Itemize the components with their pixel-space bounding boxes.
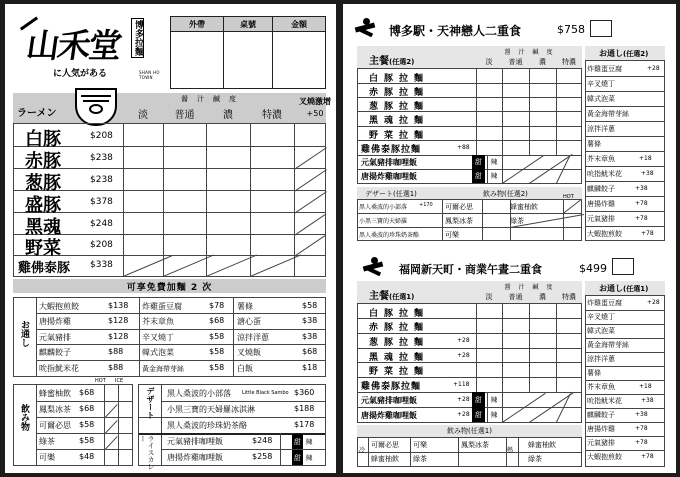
drink-label: 飲み物 (447, 427, 469, 435)
side-item: 黃金海帶芽絲 (142, 365, 184, 373)
set-side-item: 韓式泡菜 (587, 95, 615, 103)
level-light-header: 淡 (138, 110, 148, 121)
level-normal-header: 普通 (174, 110, 195, 121)
set-ramen-item: 雞佛泰豚拉麵 (361, 382, 422, 392)
set-drink-item: 綠茶 (510, 217, 524, 225)
chashu-topping-header: 叉燒激增 (299, 97, 331, 106)
side-price: $18 (302, 363, 318, 372)
ramen-name-moributa: 盛豚 (25, 195, 61, 216)
set-side-item: 芥末章魚 (587, 155, 615, 163)
soup-level-header: 醤 汁 鹹 度 (504, 49, 554, 56)
dessert-label: デザート (146, 387, 155, 419)
set-side-item: 麒麟餃子 (587, 185, 615, 193)
single-order-menu (5, 4, 336, 473)
main-label: 主餐 (369, 291, 389, 302)
upgrade-price: +78 (641, 453, 654, 460)
side-price: $88 (108, 347, 124, 356)
logo-kanji: 山禾堂 (23, 26, 123, 65)
set-dessert-item: 小黑三寶的天婦羅 (359, 218, 408, 225)
set-side-item: 辛叉燒丁 (587, 313, 615, 321)
set-side-item: 涼拌洋蔥 (587, 355, 615, 363)
cold-label: 冷 (359, 447, 366, 454)
upgrade-price: +78 (635, 439, 648, 446)
logo-vertical-label: 博多拉麵 (133, 20, 143, 56)
drink-item: 蜂蜜柚飲 (39, 389, 71, 398)
sweet-tag[interactable]: 甜 (472, 407, 485, 422)
side-item: 薯條 (237, 302, 253, 311)
level-header: 特濃 (562, 58, 576, 66)
ramen-price: $208 (90, 131, 113, 141)
upgrade-price: +78 (635, 200, 648, 207)
upgrade-price: +28 (647, 65, 660, 72)
dessert-item: 黑人桑波的珍珠奶茶酪 (167, 421, 247, 430)
set-curry-item: 唐揚炸雞咖哩飯 (361, 411, 417, 420)
upgrade-price: +170 (419, 202, 433, 208)
ramen-price: $338 (90, 260, 113, 270)
drink-sub: (任選1) (468, 427, 492, 435)
sweet-tag[interactable]: 甜 (292, 450, 303, 465)
sweet-tag[interactable]: 甜 (472, 155, 485, 169)
ice-label: ICE (115, 378, 124, 384)
level-extra-rich-header: 特濃 (262, 110, 282, 121)
drink-price: $48 (79, 452, 95, 461)
dessert-price: $188 (294, 404, 315, 413)
set-ramen-item: 野菜拉麵 (369, 367, 430, 377)
ramen-name-yasai: 野菜 (25, 238, 61, 259)
upgrade-price: +38 (641, 397, 654, 404)
side-item: 韓式泡菜 (142, 348, 174, 357)
side-price: $68 (302, 347, 318, 356)
set-dessert-item: 黑人桑波的小部落 (359, 204, 408, 211)
upgrade-price: +88 (457, 144, 470, 151)
hot-label: 熱 (507, 447, 514, 454)
side-price: $78 (209, 301, 225, 310)
curry-price: $248 (252, 436, 273, 445)
dessert-subtitle: Little Black Sambo (242, 390, 289, 396)
amount-header: 金額 (273, 17, 325, 32)
drinks-grid (13, 384, 133, 466)
set-drink-item: 蜂蜜柚飲 (510, 203, 538, 211)
table-number-header: 桌號 (224, 17, 273, 32)
main-label: 主餐 (369, 56, 389, 67)
drinks-label: 飲み物 (19, 404, 29, 431)
ramen-price: $378 (90, 197, 113, 207)
takeout-field[interactable] (171, 32, 224, 88)
side-item: 芥末章魚 (142, 317, 174, 326)
free-refill-banner: 可享免費加麵 2 次 (13, 279, 326, 293)
level-header: 特濃 (562, 293, 576, 301)
side-price: $138 (108, 301, 129, 310)
drink-price: $58 (79, 436, 95, 445)
upgrade-price: +78 (635, 425, 648, 432)
set-side-item: 唐揚炸雞 (587, 200, 615, 208)
side-item: 大蝦抱煎餃 (39, 302, 79, 311)
dessert-sub: (任選1) (393, 190, 417, 198)
upgrade-price: +78 (641, 230, 654, 237)
spicy-tag[interactable]: 辣 (305, 453, 313, 462)
level-rich-header: 濃 (223, 110, 233, 121)
drink-item: 可爾必思 (39, 421, 71, 430)
dessert-item: 黑人桑波的小部落 (167, 389, 231, 398)
drink-price: $68 (79, 388, 95, 397)
set2-price: $499 (579, 262, 607, 275)
set-ramen-item: 黑魂拉麵 (369, 116, 430, 126)
upgrade-price: +28 (457, 352, 470, 359)
side-item: 溏心蛋 (237, 317, 261, 326)
set-drink-item: 可樂 (413, 441, 427, 449)
drink-item: 綠茶 (39, 437, 55, 446)
drink-item: 鳳梨冰茶 (39, 405, 71, 414)
set1-price: $758 (557, 23, 585, 36)
set-side-item: 吮指魷米花 (587, 170, 622, 178)
upgrade-price: +28 (457, 337, 470, 344)
set-ramen-item: 葱豚拉麵 (369, 338, 430, 348)
side-sub: (任選1) (623, 285, 649, 293)
main-sub: (任選1) (389, 293, 415, 301)
set-meal-menu (343, 4, 676, 473)
order-info-box (170, 16, 326, 89)
set-hot-drink-item: 蜂蜜柚飲 (528, 441, 556, 449)
ramen-price: $238 (90, 175, 113, 185)
ramen-name-kurotama: 黑魂 (25, 217, 61, 238)
set-side-item: 元氣豬排 (587, 215, 615, 223)
set-side-item: 吮指魷米花 (587, 397, 622, 405)
side-item: 炸雞蛋豆腐 (142, 302, 182, 311)
set-curry-item: 元氣豬排咖哩飯 (361, 396, 417, 405)
set-drink-item: 可樂 (445, 231, 459, 239)
side-item: 辛又燒丁 (142, 333, 174, 342)
set-curry-item: 元氣豬排咖哩飯 (361, 158, 417, 167)
set-side-item: 黃金海帶芽絲 (587, 341, 629, 349)
side-item: 叉燒飯 (237, 348, 261, 357)
runner-icon (353, 18, 379, 36)
side-item: 唐揚炸雞 (39, 317, 71, 326)
set-drink-item: 蜂蜜柚飲 (371, 455, 399, 463)
ramen-name-akabuta: 赤豚 (25, 151, 61, 172)
amount-field[interactable] (273, 32, 325, 88)
side-price: $58 (209, 332, 225, 341)
level-header: 濃 (539, 58, 546, 66)
spicy-tag[interactable]: 辣 (490, 395, 498, 404)
table-number-field[interactable] (224, 32, 273, 88)
set-side-item: 大蝦抱煎餃 (587, 453, 622, 461)
side-price: $58 (209, 347, 225, 356)
set-ramen-item: 雞佛泰豚拉麵 (361, 145, 422, 155)
side-price: $58 (302, 301, 318, 310)
drink-price: $68 (79, 404, 95, 413)
set-ramen-item: 赤豚拉麵 (369, 323, 430, 333)
sweet-tag[interactable]: 甜 (292, 434, 303, 449)
ramen-price: $238 (90, 153, 113, 163)
chashu-topping-price: +50 (306, 109, 324, 118)
set1-qty-box[interactable] (590, 20, 612, 37)
set-dessert-item: 黑人桑波的珍珠奶茶酪 (359, 232, 420, 239)
set-ramen-item: 白豚拉麵 (369, 74, 430, 84)
side-item: 元氣豬排 (39, 333, 71, 342)
upgrade-price: +28 (457, 411, 470, 418)
sides-label: お通し (19, 320, 29, 347)
spicy-tag[interactable]: 辣 (490, 172, 498, 180)
curry-price: $258 (252, 452, 273, 461)
set-drink-item: 鳳梨冰茶 (461, 441, 489, 449)
set-drink-item: 可爾必思 (445, 203, 473, 211)
set-ramen-item: 白豚拉麵 (369, 309, 430, 319)
set-side-item: 涼拌洋蔥 (587, 125, 615, 133)
upgrade-price: +78 (635, 215, 648, 222)
upgrade-price: +38 (635, 185, 648, 192)
soup-level-header: 醤 汁 鹹 度 (504, 284, 554, 291)
side-label: お通し (599, 49, 623, 58)
set-hot-drink-item: 綠茶 (528, 455, 542, 463)
set-side-item: 芥末章魚 (587, 383, 615, 391)
side-price: $38 (302, 332, 318, 341)
level-header: 普通 (508, 58, 523, 66)
takeout-header: 外帶 (171, 17, 224, 32)
dessert-price: $178 (294, 420, 315, 429)
side-price: $128 (108, 332, 129, 341)
side-item: 吮指魷米花 (39, 364, 79, 373)
shop-logo (13, 12, 163, 87)
set-side-item: 黃金海帶芽絲 (587, 110, 629, 118)
set-drink-item: 綠茶 (413, 455, 427, 463)
set-side-item: 元氣豬排 (587, 439, 615, 447)
logo-roman: SHAN HO TOWN (139, 70, 160, 80)
set-side-item: 薯條 (587, 369, 601, 377)
set2-title: 福岡新天町・商業午晝二重食 (399, 263, 542, 276)
ramen-price: $248 (90, 219, 113, 229)
main-sub: (任選2) (389, 58, 415, 66)
side-price: $58 (209, 363, 225, 372)
curry-item: 元氣豬排咖哩飯 (167, 437, 223, 446)
level-header: 淡 (485, 58, 493, 66)
upgrade-price: +28 (647, 299, 660, 306)
sweet-tag[interactable]: 甜 (472, 169, 485, 183)
sweet-tag[interactable]: 甜 (472, 392, 485, 407)
set-ramen-item: 赤豚拉麵 (369, 88, 430, 98)
side-sub: (任選2) (623, 50, 649, 58)
ramen-name-chicken-thai: 雞佛泰豚 (18, 261, 71, 276)
side-price: $68 (209, 316, 225, 325)
side-item: 涼拌洋蔥 (237, 333, 269, 342)
runner-icon (361, 257, 387, 275)
upgrade-price: +38 (641, 170, 654, 177)
set-ramen-item: 野菜拉麵 (369, 131, 430, 141)
ramen-name-shirobuta: 白豚 (25, 129, 61, 150)
set-side-item: 炸雞蛋豆腐 (587, 299, 622, 307)
ramen-bowl-icon (75, 88, 117, 126)
upgrade-price: +28 (457, 396, 470, 403)
set-drink-item: 可爾必思 (371, 441, 399, 449)
side-price: $38 (302, 316, 318, 325)
hot-label: HOT (563, 194, 574, 200)
level-header: 濃 (539, 293, 546, 301)
set-side-item: 大蝦抱煎餃 (587, 230, 622, 238)
upgrade-price: +18 (639, 155, 652, 162)
set-drink-item: 鳳梨冰茶 (445, 217, 473, 225)
side-item: 白飯 (237, 364, 253, 373)
set-curry-item: 唐揚炸雞咖哩飯 (361, 172, 417, 181)
level-header: 普通 (508, 293, 523, 301)
logo-tagline: に人気がある (53, 69, 108, 79)
hot-label: HOT (95, 378, 106, 384)
drink-sub: (任選2) (504, 190, 528, 198)
spicy-tag[interactable]: 辣 (490, 158, 498, 166)
set-side-item: 薯條 (587, 140, 601, 148)
set-side-item: 唐揚炸雞 (587, 425, 615, 433)
spicy-tag[interactable]: 辣 (305, 437, 313, 446)
set-side-item: 麒麟餃子 (587, 411, 615, 419)
side-price: $88 (108, 363, 124, 372)
set-side-item: 韓式泡菜 (587, 327, 615, 335)
dessert-label: デザート (365, 190, 393, 198)
dessert-item: 小黑三寶的天婦羅冰淇淋 (167, 405, 255, 414)
set-side-item: 辛叉燒丁 (587, 80, 615, 88)
spicy-tag[interactable]: 辣 (490, 410, 498, 419)
level-header: 淡 (485, 293, 493, 301)
side-item: 麒麟餃子 (39, 348, 71, 357)
set-ramen-item: 葱豚拉麵 (369, 102, 430, 112)
upgrade-price: +118 (453, 381, 470, 388)
drink-label: 飲み物 (483, 190, 504, 198)
side-price: $128 (108, 316, 129, 325)
set-ramen-item: 黑魂拉麵 (369, 353, 430, 363)
side-label: お通し (599, 284, 623, 293)
dessert-price: $360 (294, 388, 315, 397)
upgrade-price: +38 (635, 411, 648, 418)
set1-title: 博多駅・天神戀人二重食 (389, 24, 522, 38)
curry-label: ライスカレー (139, 435, 155, 470)
curry-item: 唐揚炸雞咖哩飯 (167, 453, 223, 462)
ramen-name-negibuta: 葱豚 (25, 173, 61, 194)
set2-qty-box[interactable] (612, 258, 634, 275)
ramen-price: $208 (90, 240, 113, 250)
set-side-item: 炸雞蛋豆腐 (587, 65, 622, 73)
drink-item: 可樂 (39, 453, 55, 462)
ramen-section-label: ラーメン (17, 108, 57, 119)
upgrade-price: +18 (639, 383, 652, 390)
drink-price: $58 (79, 420, 95, 429)
soup-level-header: 醤 汁 鹹 度 (181, 95, 237, 103)
